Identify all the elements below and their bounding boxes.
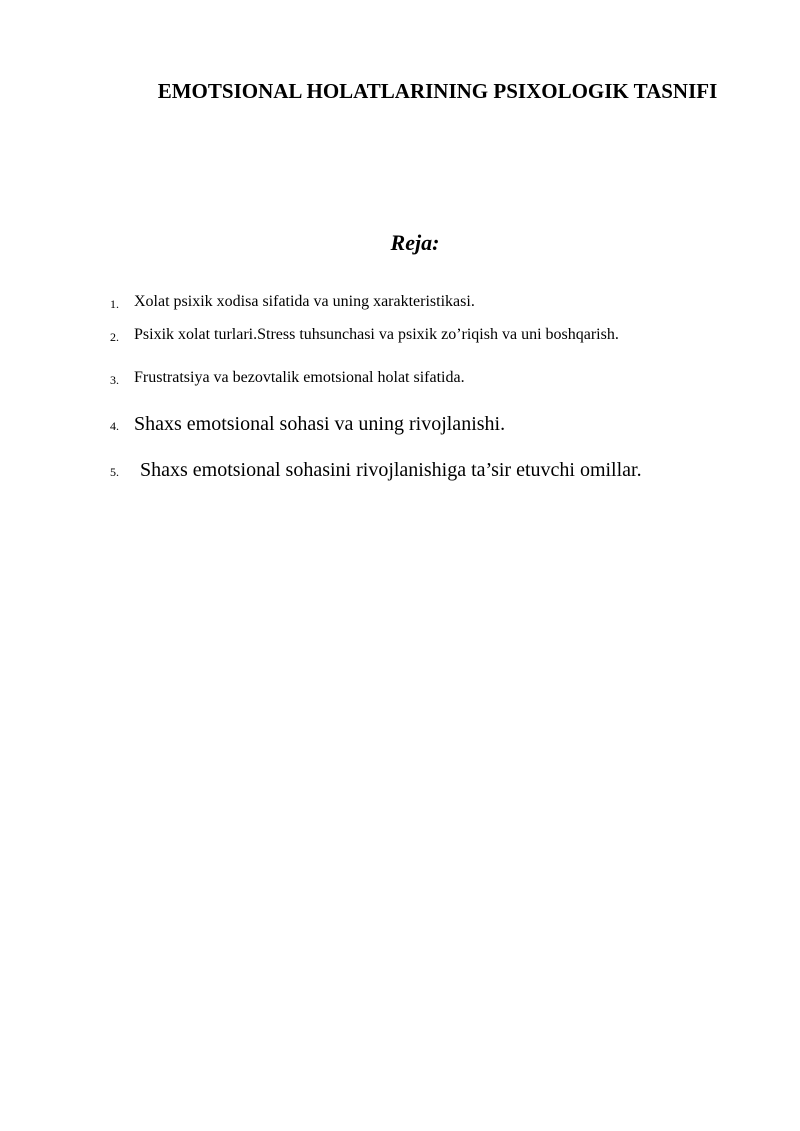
plan-item-text: Psixik xolat turlari.Stress tuhsunchasi va psixik zo’riqish va uni boshqarish.: [134, 326, 619, 343]
plan-item-number: 2.: [110, 330, 119, 344]
plan-item-number: 1.: [110, 297, 119, 311]
document-title: EMOTSIONAL HOLATLARINING PSIXOLOGIK TASNIFI: [157, 79, 718, 103]
plan-heading: Reja:: [390, 230, 440, 255]
plan-item-text: Shaxs emotsional sohasini rivojlanishiga ta’sir etuvchi omillar.: [140, 459, 642, 481]
plan-item-number: 5.: [110, 465, 119, 479]
plan-item-number: 4.: [110, 419, 119, 433]
plan-item-text: Shaxs emotsional sohasi va uning rivojlanishi.: [134, 413, 506, 435]
plan-item-text: Xolat psixik xodisa sifatida va uning xarakteristikasi.: [134, 293, 475, 310]
plan-item-text: Frustratsiya va bezovtalik emotsional holat sifatida.: [134, 369, 465, 386]
plan-item-number: 3.: [110, 373, 119, 387]
